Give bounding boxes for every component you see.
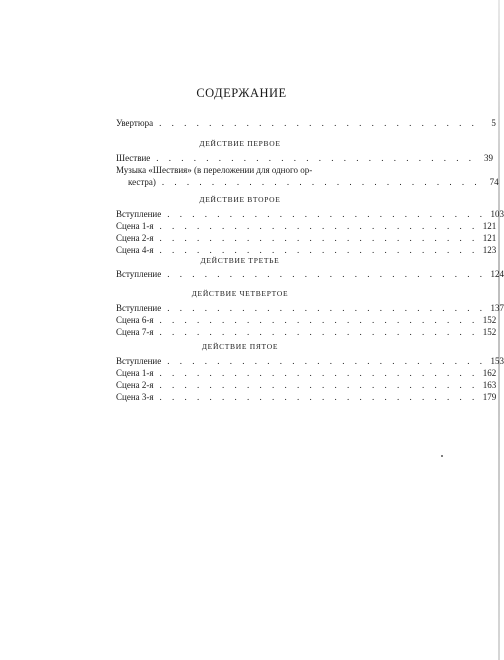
leader-dots: . . . . . . . . . . . . . . . . . . . . . . . . . . bbox=[167, 303, 486, 313]
toc-entry bbox=[116, 208, 504, 220]
leader-dots: . . . . . . . . . . . . . . . . . . . . . . . . . . bbox=[159, 245, 479, 255]
leader-dots: . . . . . . . . . . . . . . . . . . . . . . . . . . bbox=[159, 118, 478, 128]
toc-entry bbox=[116, 268, 504, 280]
section-heading-act2: ДЕЙСТВИЕ ВТОРОЕ bbox=[199, 195, 281, 204]
toc-page-number: 179 bbox=[482, 392, 497, 402]
toc-entry-label: Вступление bbox=[116, 209, 162, 219]
section-heading-act3: ДЕЙСТВИЕ ТРЕТЬЕ bbox=[200, 256, 280, 265]
toc-page-number: 103 bbox=[490, 209, 504, 219]
page-title: СОДЕРЖАНИЕ bbox=[196, 86, 287, 100]
leader-dots: . . . . . . . . . . . . . . . . . . . . . . . . . . bbox=[159, 327, 479, 337]
toc-entry-label: Вступление bbox=[116, 269, 162, 279]
toc-entry bbox=[116, 391, 497, 403]
toc-page-number: 39 bbox=[484, 153, 494, 163]
page-edge-shadow bbox=[498, 0, 500, 660]
leader-dots: . . . . . . . . . . . . . . . . . . . . . . . . . . bbox=[161, 177, 481, 187]
toc-entry-label: Сцена 1-я bbox=[116, 221, 154, 231]
toc-entry-label: Вступление bbox=[116, 303, 162, 313]
toc-page-number: 153 bbox=[490, 356, 504, 366]
toc-entry bbox=[116, 314, 497, 326]
toc-entry-label: Сцена 7-я bbox=[116, 327, 154, 337]
leader-dots: . . . . . . . . . . . . . . . . . . . . . . . . . . bbox=[156, 153, 476, 163]
toc-entry bbox=[116, 176, 499, 188]
toc-entry bbox=[116, 379, 497, 391]
section-heading-act1: ДЕЙСТВИЕ ПЕРВОЕ bbox=[199, 139, 281, 148]
toc-page-number: 74 bbox=[489, 177, 499, 187]
toc-entry bbox=[116, 220, 497, 232]
toc-page-number: 137 bbox=[490, 303, 504, 313]
leader-dots: . . . . . . . . . . . . . . . . . . . . . . . . . . bbox=[159, 392, 479, 402]
toc-page-number: 162 bbox=[482, 368, 497, 378]
toc-entry-label: Сцена 1-я bbox=[116, 368, 154, 378]
toc-entry bbox=[116, 244, 497, 256]
leader-dots: . . . . . . . . . . . . . . . . . . . . . . . . . . bbox=[159, 368, 479, 378]
toc-page-number: 121 bbox=[482, 233, 497, 243]
toc-entry-overture bbox=[116, 117, 496, 129]
toc-entry-label-line2: кестра) bbox=[128, 177, 156, 187]
leader-dots: . . . . . . . . . . . . . . . . . . . . . . . . . . bbox=[159, 233, 479, 243]
toc-page-number: 124 bbox=[490, 269, 504, 279]
toc-entry-label: Сцена 3-я bbox=[116, 392, 154, 402]
toc-entry-label-line1: Музыка «Шествия» (в переложении для одного ор- bbox=[116, 165, 313, 175]
toc-entry-label: Сцена 4-я bbox=[116, 245, 154, 255]
toc-entry bbox=[116, 302, 504, 314]
print-speck bbox=[441, 455, 443, 457]
leader-dots: . . . . . . . . . . . . . . . . . . . . . . . . . . bbox=[167, 269, 486, 279]
toc-entry bbox=[116, 326, 497, 338]
leader-dots: . . . . . . . . . . . . . . . . . . . . . . . . . . bbox=[159, 380, 479, 390]
toc-entry bbox=[116, 232, 497, 244]
toc-page-number: 5 bbox=[491, 118, 496, 128]
toc-page-number: 121 bbox=[482, 221, 497, 231]
leader-dots: . . . . . . . . . . . . . . . . . . . . . . . . . . bbox=[159, 315, 479, 325]
toc-page-number: 123 bbox=[482, 245, 497, 255]
toc-entry bbox=[116, 355, 504, 367]
toc-entry-label: Шествие bbox=[116, 153, 151, 163]
leader-dots: . . . . . . . . . . . . . . . . . . . . . . . . . . bbox=[159, 221, 479, 231]
toc-entry bbox=[116, 367, 497, 379]
leader-dots: . . . . . . . . . . . . . . . . . . . . . . . . . . bbox=[167, 209, 486, 219]
toc-page-number: 152 bbox=[482, 315, 497, 325]
toc-page-number: 163 bbox=[482, 380, 497, 390]
toc-entry-label: Сцена 2-я bbox=[116, 233, 154, 243]
toc-page-number: 152 bbox=[482, 327, 497, 337]
section-heading-act4: ДЕЙСТВИЕ ЧЕТВЕРТОЕ bbox=[191, 289, 289, 298]
toc-entry bbox=[116, 152, 494, 164]
section-heading-act5: ДЕЙСТВИЕ ПЯТОЕ bbox=[201, 342, 279, 351]
toc-entry-label: Сцена 6-я bbox=[116, 315, 154, 325]
toc-entry-label: Вступление bbox=[116, 356, 162, 366]
leader-dots: . . . . . . . . . . . . . . . . . . . . . . . . . . bbox=[167, 356, 486, 366]
toc-entry-label: Сцена 2-я bbox=[116, 380, 154, 390]
toc-entry-label: Увертюра bbox=[116, 118, 154, 128]
